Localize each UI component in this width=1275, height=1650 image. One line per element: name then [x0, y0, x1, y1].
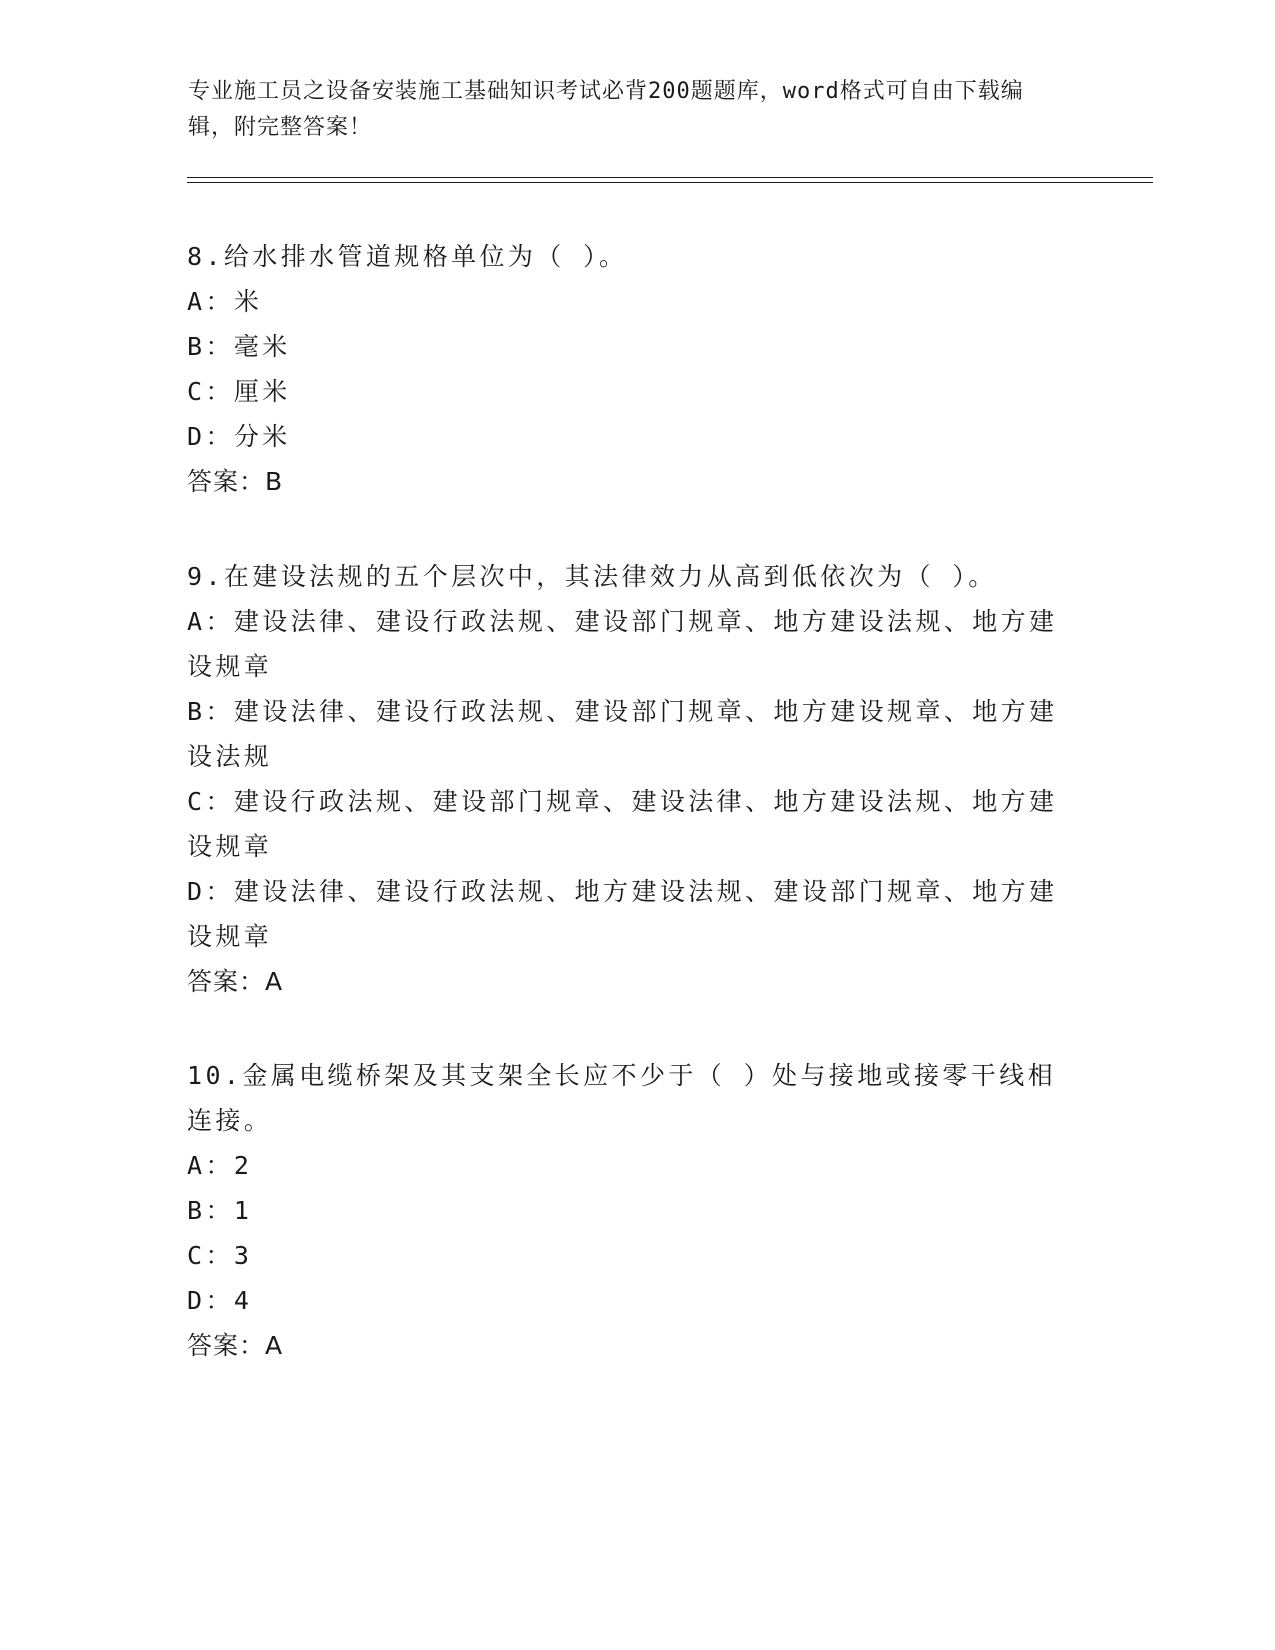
option-c: C：3 [187, 1241, 253, 1270]
option-d: D：建设法律、建设行政法规、地方建设法规、建设部门规章、地方建设规章 [187, 877, 1058, 951]
document-header [188, 74, 1068, 146]
question-10 [187, 1053, 1077, 1368]
header-divider-bottom [187, 182, 1153, 183]
option-a: A：建设法律、建设行政法规、建设部门规章、地方建设法规、地方建设规章 [187, 607, 1058, 681]
option-c: C：厘米 [187, 377, 291, 406]
option-a: A：米 [187, 287, 263, 316]
option-d: D：分米 [187, 422, 291, 451]
option-c: C：建设行政法规、建设部门规章、建设法律、地方建设法规、地方建设规章 [187, 787, 1058, 861]
header-title: 专业施工员之设备安装施工基础知识考试必背200题题库，word格式可自由下载编辑，附完整答案！ [188, 79, 1024, 140]
answer-line: 答案：A [187, 1331, 284, 1360]
question-stem: 9.在建设法规的五个层次中，其法律效力从高到低依次为（ ）。 [187, 562, 997, 591]
option-b: B：1 [187, 1196, 253, 1225]
header-divider-top [187, 177, 1153, 178]
option-b: B：建设法律、建设行政法规、建设部门规章、地方建设规章、地方建设法规 [187, 697, 1058, 771]
question-8 [187, 234, 1077, 504]
answer-line: 答案：B [187, 467, 284, 496]
option-d: D：4 [187, 1286, 253, 1315]
option-a: A：2 [187, 1151, 253, 1180]
answer-line: 答案：A [187, 967, 284, 996]
question-stem: 10.金属电缆桥架及其支架全长应不少于（ ）处与接地或接零干线相连接。 [187, 1061, 1057, 1135]
question-stem: 8.给水排水管道规格单位为（ ）。 [187, 242, 628, 271]
option-b: B：毫米 [187, 332, 291, 361]
question-9 [187, 554, 1077, 1004]
